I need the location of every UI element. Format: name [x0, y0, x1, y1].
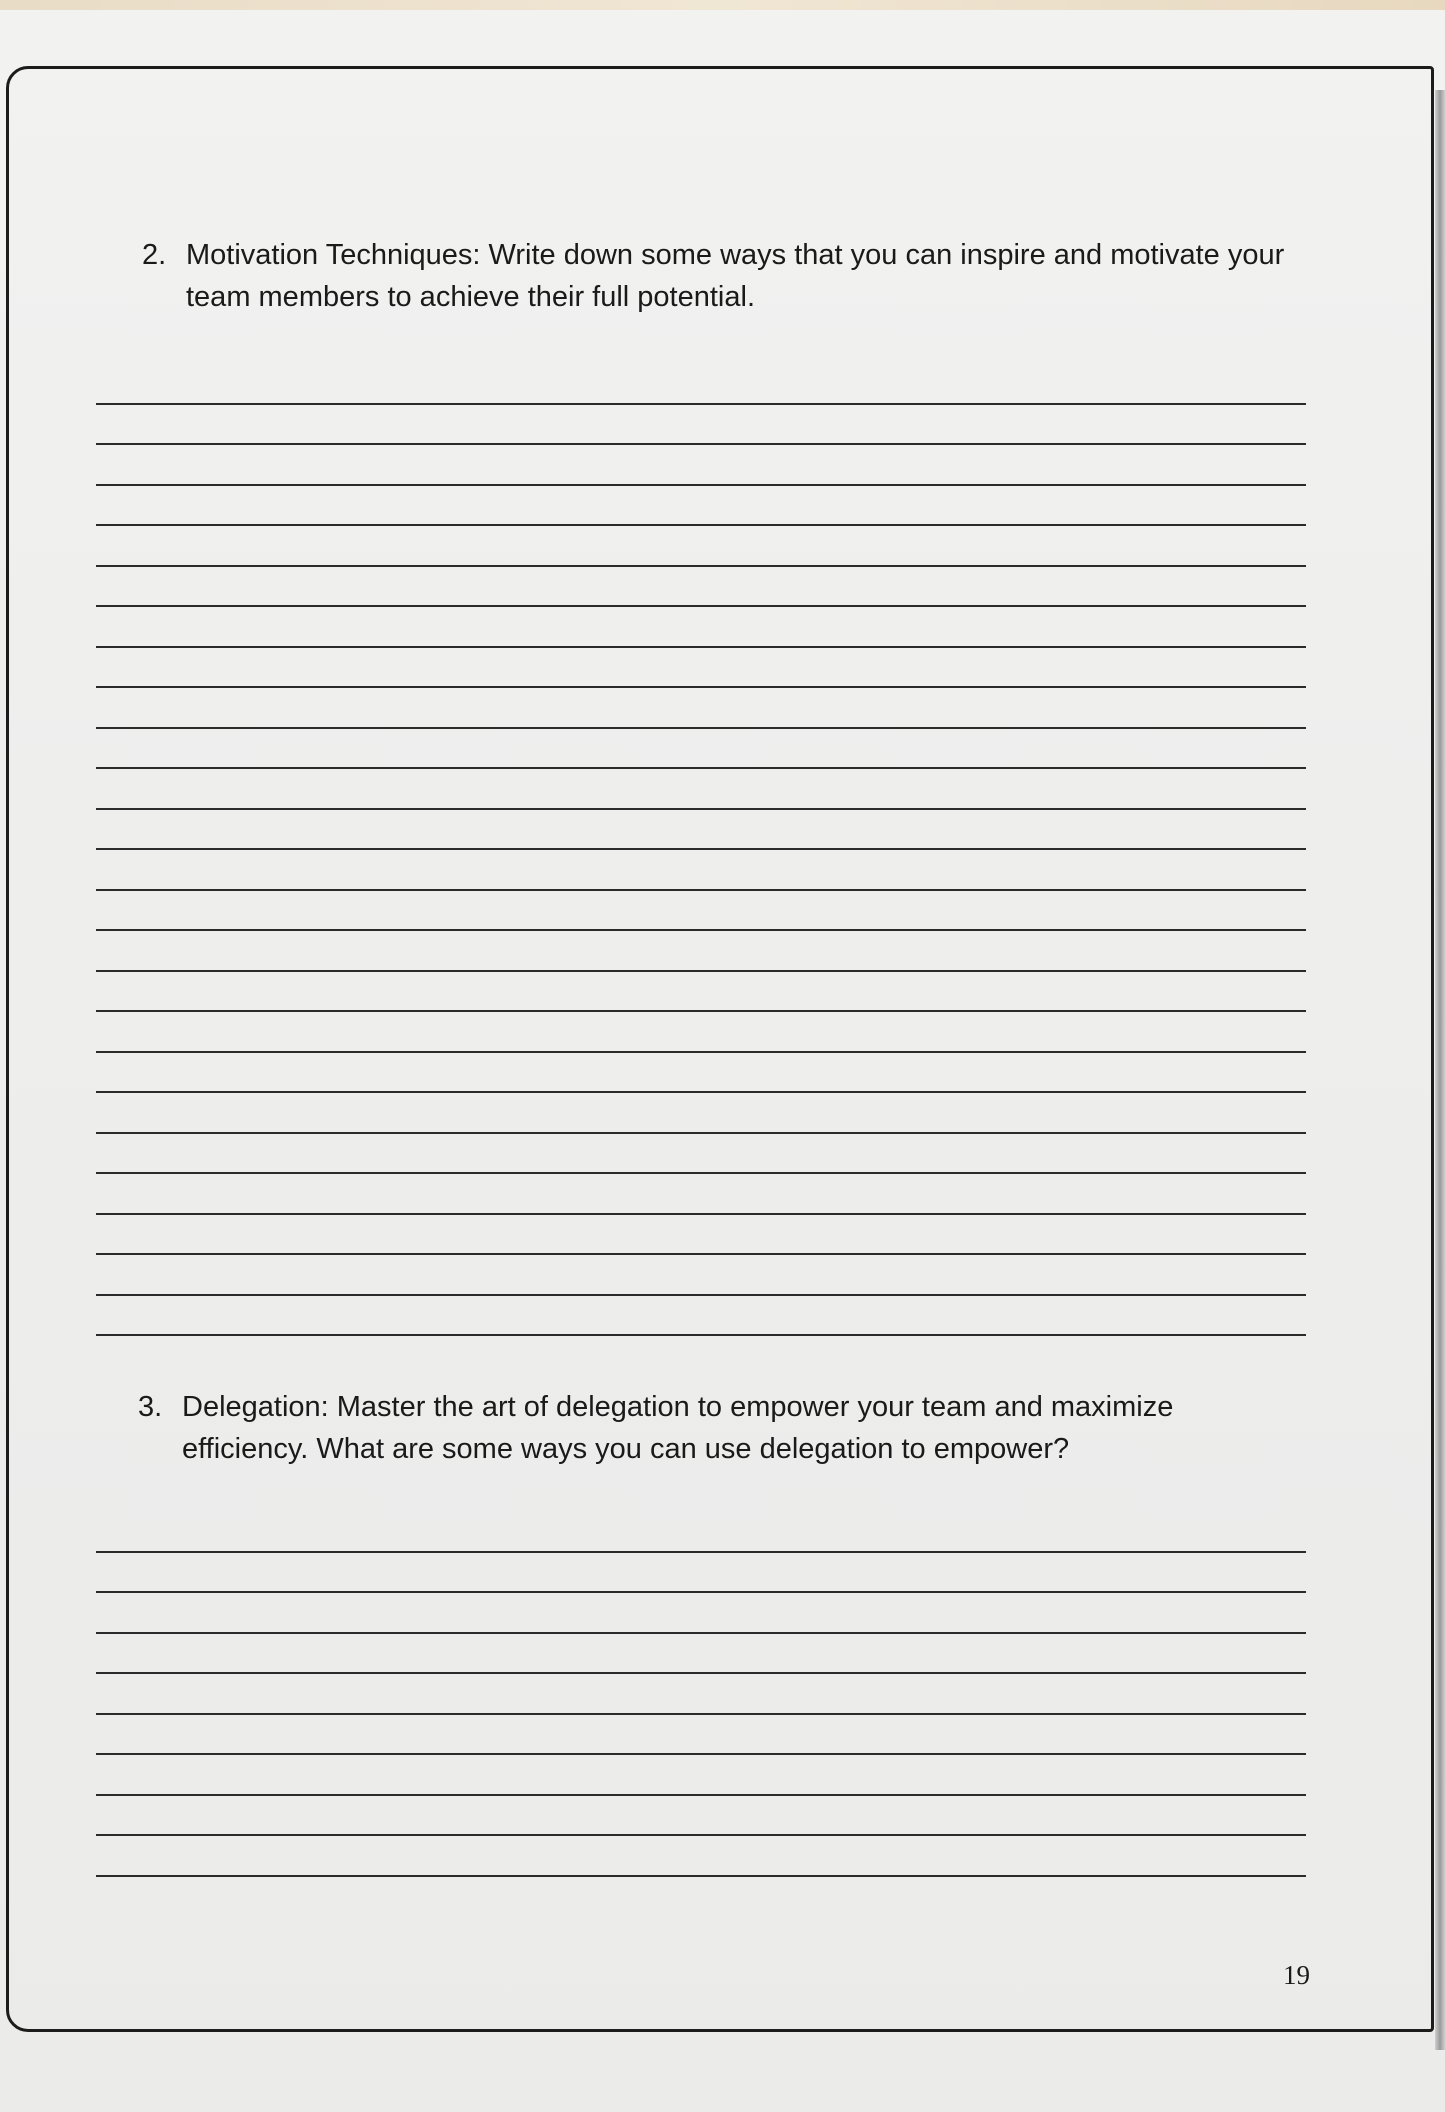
answer-line[interactable]: [96, 1553, 1306, 1594]
answer-lines-delegation[interactable]: [96, 1512, 1306, 1877]
answer-line[interactable]: [96, 1634, 1306, 1675]
answer-line[interactable]: [96, 972, 1306, 1013]
answer-line[interactable]: [96, 1715, 1306, 1756]
answer-line[interactable]: [96, 1012, 1306, 1053]
question-text: Motivation Techniques: Write down some ways that you can inspire and motivate your team members to achieve their full potential.: [186, 239, 1285, 313]
answer-line[interactable]: [96, 445, 1306, 486]
answer-line[interactable]: [96, 1215, 1306, 1256]
answer-line[interactable]: [96, 567, 1306, 608]
answer-line[interactable]: [96, 1796, 1306, 1837]
answer-line[interactable]: [96, 1593, 1306, 1634]
answer-line[interactable]: [96, 891, 1306, 932]
answer-line[interactable]: [96, 688, 1306, 729]
answer-line[interactable]: [96, 1174, 1306, 1215]
answer-line[interactable]: [96, 648, 1306, 689]
answer-line[interactable]: [96, 1134, 1306, 1175]
answer-line[interactable]: [96, 1053, 1306, 1094]
question-text: Delegation: Master the art of delegation to empower your team and maximize efficiency. What are some ways you can use delegation to empower?: [182, 1391, 1174, 1465]
answer-line[interactable]: [96, 769, 1306, 810]
answer-line[interactable]: [96, 405, 1306, 446]
page-top-edge: [0, 0, 1445, 10]
answer-line[interactable]: [96, 1296, 1306, 1337]
answer-line[interactable]: [96, 810, 1306, 851]
answer-line[interactable]: [96, 486, 1306, 527]
answer-line[interactable]: [96, 1093, 1306, 1134]
question-number: 3.: [138, 1391, 163, 1423]
page-number: 19: [1283, 1960, 1310, 1990]
page-stack-edge: [1435, 90, 1445, 2050]
answer-line[interactable]: [96, 1836, 1306, 1877]
answer-line[interactable]: [96, 607, 1306, 648]
question-delegation: [138, 1386, 1318, 1476]
answer-lines-motivation[interactable]: [96, 364, 1306, 1336]
answer-line[interactable]: [96, 1255, 1306, 1296]
answer-line[interactable]: [96, 850, 1306, 891]
answer-line[interactable]: [96, 1755, 1306, 1796]
answer-line[interactable]: [96, 526, 1306, 567]
answer-line[interactable]: [96, 1674, 1306, 1715]
answer-line[interactable]: [96, 931, 1306, 972]
answer-line[interactable]: [96, 1512, 1306, 1553]
answer-line[interactable]: [96, 729, 1306, 770]
question-motivation-techniques: [142, 234, 1322, 324]
answer-line[interactable]: [96, 364, 1306, 405]
question-number: 2.: [142, 239, 167, 271]
